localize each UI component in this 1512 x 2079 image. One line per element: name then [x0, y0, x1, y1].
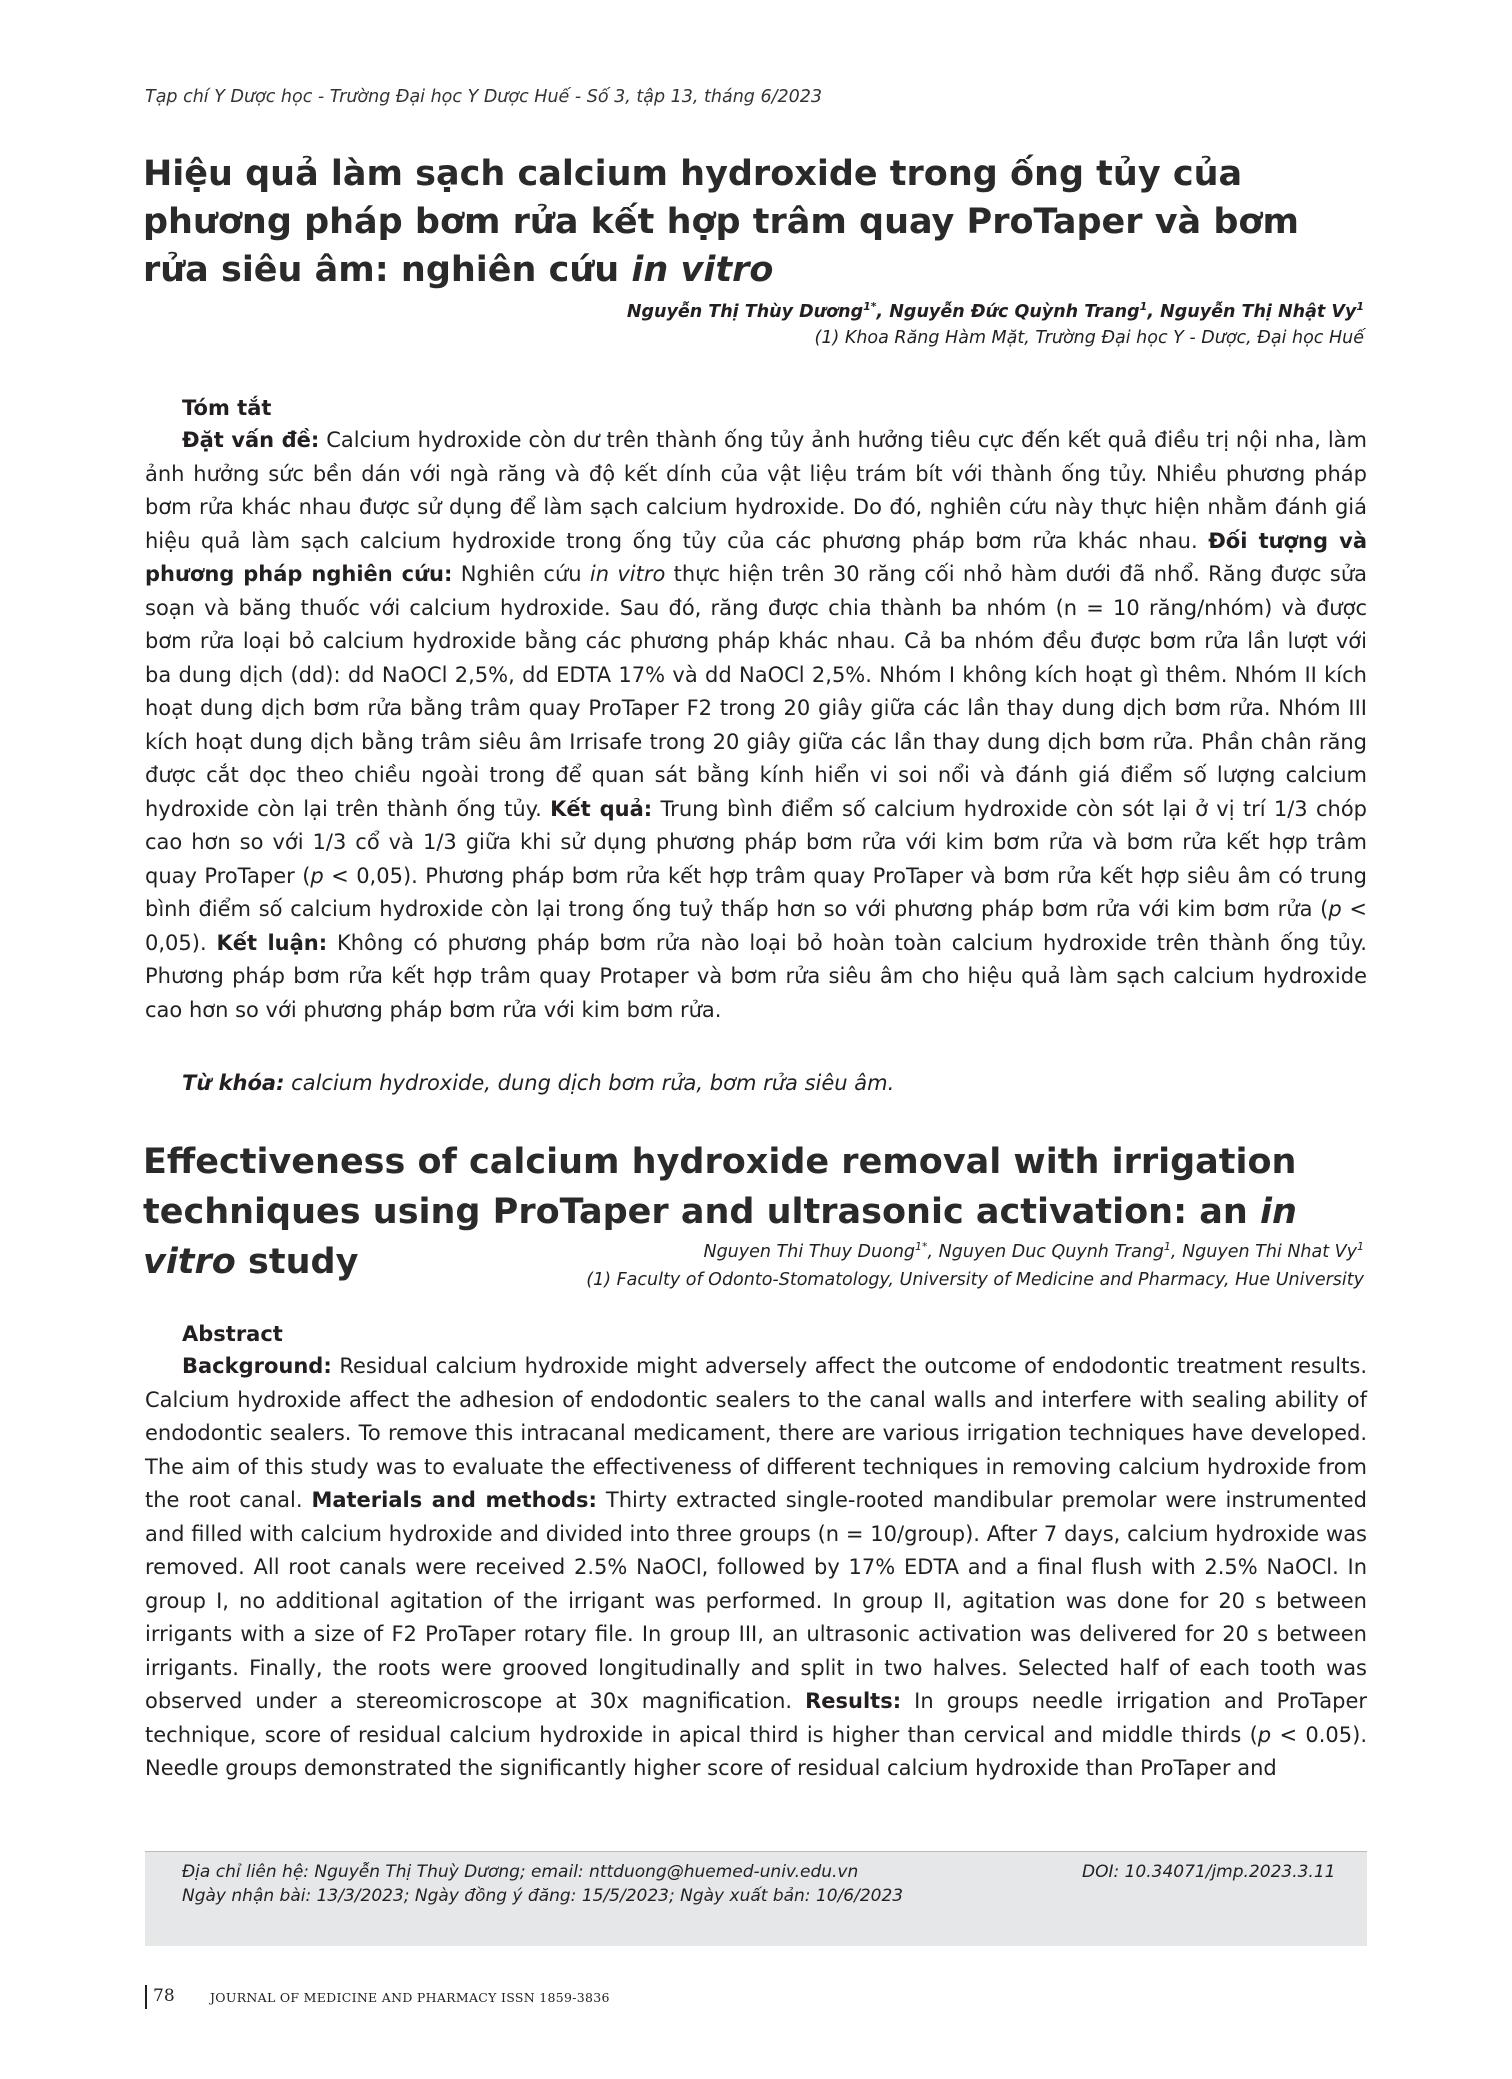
summary-paragraph: Đặt vấn đề: Calcium hydroxide còn dư trên thành ống tủy ảnh hưởng tiêu cực đến kết quả điều trị nội nha, làm ảnh hưởng sức bền dán với ngà răng và độ kết dính của vật liệu trám bít với thành ống tủy. Nhiều phương pháp bơm rửa khác nhau được sử dụng để làm sạch calcium hydroxide. Do đó, nghiên cứu này thực hiện nhằm đánh giá hiệu quả làm sạch calcium hydroxide trong ống tủy của các phương pháp bơm rửa khác nhau. Đối tượng và phương pháp nghiên cứu: Nghiên cứu in vitro thực hiện trên 30 răng cối nhỏ hàm dưới đã nhổ. Răng được sửa soạn và băng thuốc với calcium hydroxide. Sau đó, răng được chia thành ba nhóm (n = 10 răng/nhóm) và được bơm rửa loại bỏ calcium hydroxide bằng các phương pháp khác nhau. Cả ba nhóm đều được bơm rửa lần lượt với ba dung dịch (dd): dd NaOCl 2,5%, dd EDTA 17% và dd NaOCl 2,5%. Nhóm I không kích hoạt gì thêm. Nhóm II kích hoạt dung dịch bơm rửa bằng trâm quay ProTaper F2 trong 20 giây giữa các lần thay dung dịch bơm rửa. Nhóm III kích hoạt dung dịch bằng trâm siêu âm Irrisafe trong 20 giây giữa các lần thay dung dịch bơm rửa. Phần chân răng được cắt dọc theo chiều ngoài trong để quan sát bằng kính hiển vi soi nổi và đánh giá điểm số lượng calcium hydroxide còn lại trên thành ống tủy. Kết quả: Trung bình điểm số calcium hydroxide còn sót lại ở vị trí 1/3 chóp cao hơn so với 1/3 cổ và 1/3 giữa khi sử dụng phương pháp bơm rửa với kim bơm rửa và bơm rửa kết hợp trâm quay ProTaper (p < 0,05). Phương pháp bơm rửa kết hợp trâm quay ProTaper và bơm rửa kết hợp siêu âm có trung bình điểm số calcium hydroxide còn lại trong ống tuỷ thấp hơn so với phương pháp bơm rửa với kim bơm rửa (p < 0,05). Kết luận: Không có phương pháp bơm rửa nào loại bỏ hoàn toàn calcium hydroxide trên thành ống tủy. Phương pháp bơm rửa kết hợp trâm quay Protaper và bơm rửa siêu âm cho hiệu quả làm sạch calcium hydroxide cao hơn so với phương pháp bơm rửa với kim bơm rửa.: [145, 428, 1367, 1022]
title-italic: in vitro: [631, 250, 774, 290]
author-3: Nguyễn Thị Nhật Vy$^1$: [1160, 300, 1364, 322]
author-2: Nguyễn Đức Quỳnh Trang$^1$,: [889, 300, 1161, 322]
author-en-1: Nguyen Thi Thuy Duong$^{1*}$,: [703, 1240, 939, 1262]
contact-line: Địa chỉ liên hệ: Nguyễn Thị Thuỳ Dương; email: nttduong@huemed-univ.edu.vn: [182, 1862, 859, 1882]
summary-heading: Tóm tắt: [182, 396, 272, 420]
author-en-3: Nguyen Thi Nhat Vy$^1$: [1182, 1240, 1364, 1262]
affiliation-english: (1) Faculty of Odonto-Stomatology, University of Medicine and Pharmacy, Hue University: [586, 1270, 1364, 1290]
abstract-paragraph: Background: Residual calcium hydroxide might adversely affect the outcome of endodontic treatment results. Calcium hydroxide affect the adhesion of endodontic sealers to the canal walls and interfere with sealing ability of endodontic sealers. To remove this intracanal medicament, there are various irrigation techniques have developed. The aim of this study was to evaluate the effectiveness of different techniques in removing calcium hydroxide from the root canal. Materials and methods: Thirty extracted single-rooted mandibular premolar were instrumented and filled with calcium hydroxide and divided into three groups (n = 10/group). After 7 days, calcium hydroxide was removed. All root canals were received 2.5% NaOCl, followed by 17% EDTA and a final flush with 2.5% NaOCl. In group I, no additional agitation of the irrigant was performed. In group II, agitation was done for 20 s between irrigants with a size of F2 ProTaper rotary file. In group III, an ultrasonic activation was delivered for 20 s between irrigants. Finally, the roots were grooved longitudinally and split in two halves. Selected half of each tooth was observed under a stereomicroscope at 30x magnification. Results: In groups needle irrigation and ProTaper technique, score of residual calcium hydroxide in apical third is higher than cervical and middle thirds (p < 0.05). Needle groups demonstrated the significantly higher score of residual calcium hydroxide than ProTaper and: [145, 1354, 1367, 1780]
article-title-english: Effectiveness of calcium hydroxide removal with irrigation techniques using ProTaper and ultrasonic activation: an in vitro study: [143, 1142, 1297, 1282]
title-main: Hiệu quả làm sạch calcium hydroxide trong ống tủy của phương pháp bơm rửa kết hợp trâm quay ProTaper và bơm rửa siêu âm: nghiên cứu: [143, 154, 1299, 290]
journal-header: Tạp chí Y Dược học - Trường Đại học Y Dược Huế - Số 3, tập 13, tháng 6/2023: [145, 87, 823, 107]
abstract-body: [145, 1350, 1367, 1786]
keywords-vietnamese: Từ khóa: calcium hydroxide, dung dịch bơm rửa, bơm rửa siêu âm.: [182, 1071, 895, 1095]
author-1: Nguyễn Thị Thùy Dương$^{1*}$,: [626, 300, 890, 322]
dates-line: Ngày nhận bài: 13/3/2023; Ngày đồng ý đăng: 15/5/2023; Ngày xuất bản: 10/6/2023: [182, 1886, 904, 1906]
abstract-heading: Abstract: [182, 1322, 283, 1346]
authors-english: [703, 1240, 1364, 1262]
correspondence-info: [182, 1860, 903, 1908]
affiliation-vietnamese: (1) Khoa Răng Hàm Mặt, Trường Đại học Y - Dược, Đại học Huế: [814, 328, 1364, 348]
authors-vietnamese: [627, 300, 1364, 322]
page-number: 78: [153, 1986, 175, 2006]
page-number-divider: [145, 1985, 147, 2009]
summary-body: [145, 424, 1367, 1027]
author-en-2: Nguyen Duc Quynh Trang$^1$,: [938, 1240, 1183, 1262]
footer-journal-name: JOURNAL OF MEDICINE AND PHARMACY ISSN 1859-3836: [210, 1990, 610, 2005]
article-title-vietnamese: [143, 150, 1368, 294]
doi: DOI: 10.34071/jmp.2023.3.11: [1082, 1862, 1336, 1882]
